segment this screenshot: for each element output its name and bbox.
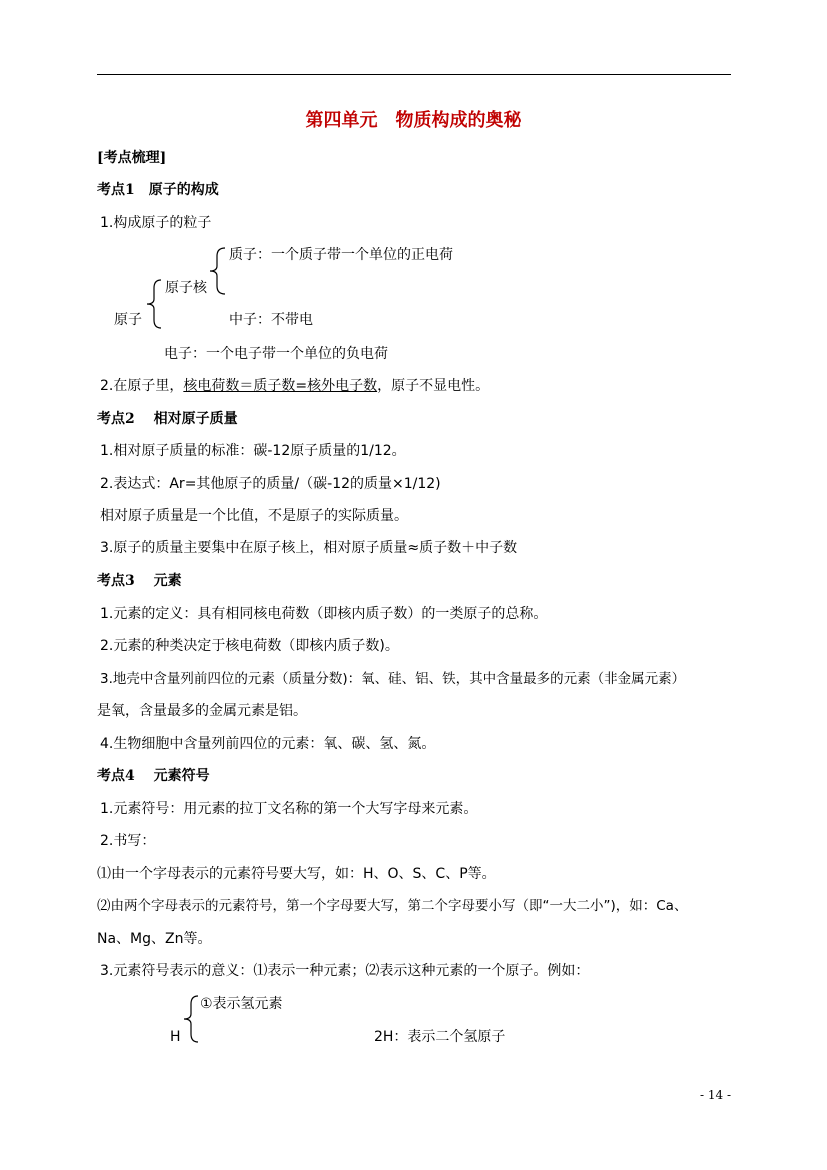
h-tree-example: 2H：表示二个氢原子 — [374, 1029, 506, 1045]
atom-brace — [143, 278, 163, 330]
hydrogen-brace — [180, 994, 200, 1044]
kp3-line3a: 3.地壳中含量列前四位的元素（质量分数)：氧、硅、铝、铁，其中含量最多的元素（非金属元素） — [100, 671, 686, 687]
kp2-line2: 2.表达式：Ar=其他原子的质量/（碳-12的质量×1/12) — [100, 476, 441, 492]
kp4-heading: 考点4 元素符号 — [97, 768, 210, 784]
kp2-line3: 相对原子质量是一个比值，不是原子的实际质量。 — [100, 508, 408, 524]
kp3-line3b: 是氧，含量最多的金属元素是铝。 — [97, 703, 307, 719]
kp1-heading: 考点1 原子的构成 — [97, 182, 219, 198]
h-tree-symbol: H — [170, 1029, 181, 1045]
kp3-line1: 1.元素的定义：具有相同核电荷数（即核内质子数）的一类原子的总称。 — [100, 606, 548, 622]
kp3-line4: 4.生物细胞中含量列前四位的元素：氧、碳、氢、氮。 — [100, 736, 436, 752]
kp4-line2: 2.书写： — [100, 833, 156, 849]
kp4-line5: 3.元素符号表示的意义：⑴表示一种元素；⑵表示这种元素的一个原子。例如： — [100, 963, 590, 979]
kp1-line2-post: ，原子不显电性。 — [377, 378, 490, 394]
kp3-line2: 2.元素的种类决定于核电荷数（即核内质子数)。 — [100, 638, 399, 654]
tree-nucleus: 原子核 — [165, 280, 207, 296]
kp4-line1: 1.元素符号：用元素的拉丁文名称的第一个大写字母来元素。 — [100, 801, 478, 817]
kp4-line3: ⑴由一个字母表示的元素符号要大写，如：H、O、S、C、P等。 — [97, 866, 496, 882]
section-tag: [考点梳理] — [97, 150, 167, 166]
kp3-heading: 考点3 元素 — [97, 573, 182, 589]
kp2-heading: 考点2 相对原子质量 — [97, 411, 238, 427]
kp2-line4: 3.原子的质量主要集中在原子核上，相对原子质量≈质子数＋中子数 — [100, 540, 518, 556]
kp1-line2 — [100, 376, 489, 396]
header-rule — [97, 74, 731, 75]
h-tree-item1: ①表示氢元素 — [200, 996, 283, 1012]
page-title: 第四单元 物质构成的奥秘 — [305, 110, 522, 131]
kp2-line1: 1.相对原子质量的标准：碳-12原子质量的1/12。 — [100, 443, 406, 459]
kp4-line4b: Na、Mg、Zn等。 — [97, 931, 212, 947]
kp1-line2-pre: 2.在原子里， — [100, 378, 184, 394]
tree-atom: 原子 — [114, 312, 142, 328]
page-number: - 14 - — [700, 1088, 732, 1102]
kp4-line4a: ⑵由两个字母表示的元素符号，第一个字母要大写，第二个字母要小写（即“一大二小”)，如：Ca、 — [97, 898, 688, 914]
tree-electron: 电子：一个电子带一个单位的负电荷 — [164, 346, 388, 362]
nucleus-brace — [205, 246, 227, 296]
kp1-line2-underlined: 核电荷数＝质子数=核外电子数 — [183, 378, 378, 394]
tree-neutron: 中子：不带电 — [229, 312, 313, 328]
kp1-line1: 1.构成原子的粒子 — [100, 215, 212, 231]
tree-proton: 质子：一个质子带一个单位的正电荷 — [229, 247, 453, 263]
